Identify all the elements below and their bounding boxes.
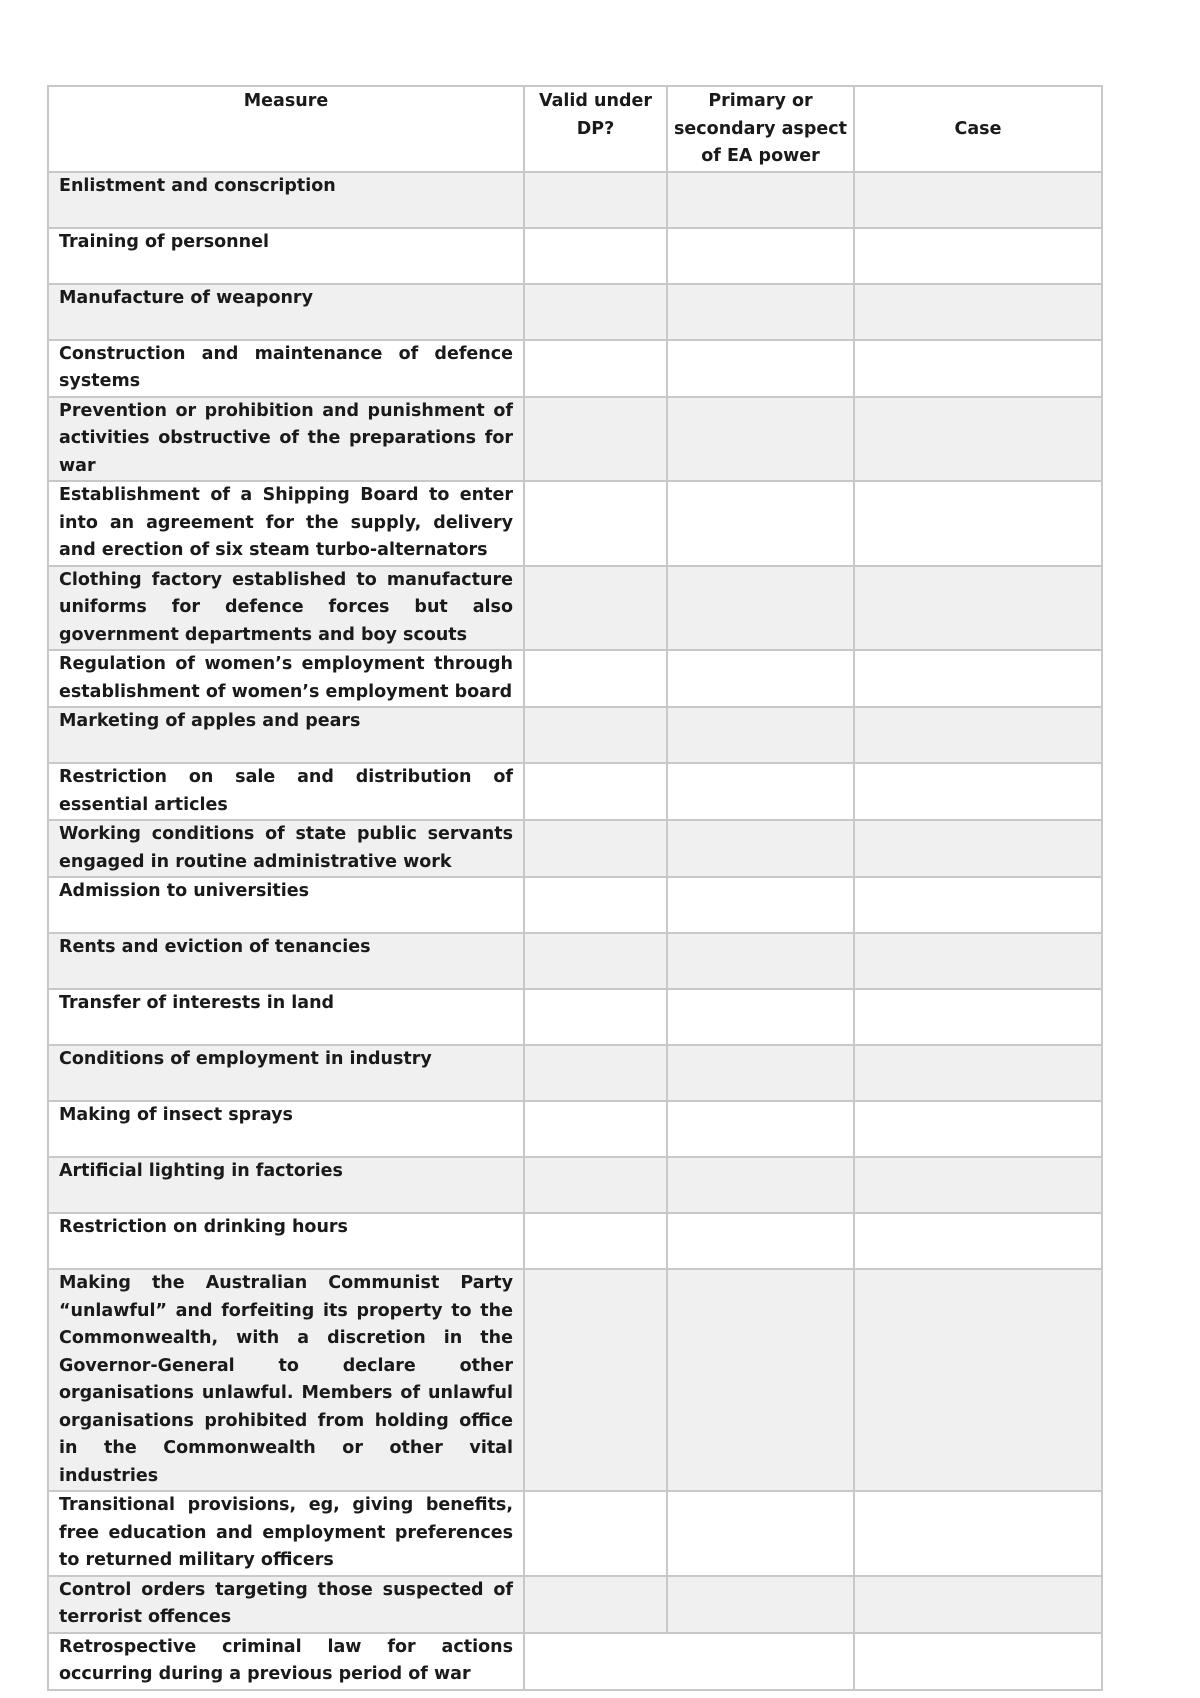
case-cell[interactable]	[854, 1576, 1102, 1633]
table-row	[48, 1157, 1102, 1213]
aspect-cell[interactable]	[667, 877, 854, 933]
measure-cell: Rents and eviction of tenancies	[48, 933, 524, 989]
table-row	[48, 763, 1102, 820]
valid-under-dp-cell[interactable]	[524, 1491, 667, 1576]
table-row	[48, 566, 1102, 651]
case-cell[interactable]	[854, 763, 1102, 820]
valid-under-dp-cell[interactable]	[524, 820, 667, 877]
valid-under-dp-cell[interactable]	[524, 1576, 667, 1633]
valid-under-dp-cell[interactable]	[524, 1101, 667, 1157]
measure-cell: Making the Australian Communist Party “unlawful” and forfeiting its property to the Commonwealth, with a discretion in the Governor-General to declare other organisations unlawful. Members of unlawful organisations prohibited from holding office in the Commonwealth or other vital industries	[48, 1269, 524, 1491]
table-row	[48, 397, 1102, 482]
case-cell[interactable]	[854, 340, 1102, 397]
table-row	[48, 172, 1102, 228]
measure-cell: Manufacture of weaponry	[48, 284, 524, 340]
valid-under-dp-cell[interactable]	[524, 340, 667, 397]
case-cell[interactable]	[854, 1045, 1102, 1101]
valid-under-dp-cell[interactable]	[524, 989, 667, 1045]
measure-cell: Clothing factory established to manufacture uniforms for defence forces but also government departments and boy scouts	[48, 566, 524, 651]
measure-cell: Transitional provisions, eg, giving benefits, free education and employment preferences to returned military officers	[48, 1491, 524, 1576]
table-row	[48, 989, 1102, 1045]
aspect-cell[interactable]	[667, 340, 854, 397]
case-cell[interactable]	[854, 172, 1102, 228]
valid-under-dp-cell[interactable]	[524, 566, 667, 651]
case-cell[interactable]	[854, 707, 1102, 763]
case-cell[interactable]	[854, 933, 1102, 989]
valid-under-dp-cell[interactable]	[524, 707, 667, 763]
table-row	[48, 820, 1102, 877]
measure-cell: Regulation of women’s employment through establishment of women’s employment board	[48, 650, 524, 707]
table-row	[48, 340, 1102, 397]
measure-cell: Restriction on drinking hours	[48, 1213, 524, 1269]
table-row	[48, 1045, 1102, 1101]
valid-under-dp-cell[interactable]	[524, 933, 667, 989]
case-cell[interactable]	[854, 1157, 1102, 1213]
measure-cell: Retrospective criminal law for actions occurring during a previous period of war	[48, 1633, 524, 1690]
aspect-cell[interactable]	[667, 989, 854, 1045]
measure-cell: Control orders targeting those suspected of terrorist offences	[48, 1576, 524, 1633]
table-row	[48, 650, 1102, 707]
aspect-cell[interactable]	[667, 1045, 854, 1101]
case-cell[interactable]	[854, 820, 1102, 877]
case-cell[interactable]	[854, 1633, 1102, 1690]
valid-under-dp-cell[interactable]	[524, 284, 667, 340]
measure-cell: Admission to universities	[48, 877, 524, 933]
aspect-cell[interactable]	[667, 284, 854, 340]
aspect-cell[interactable]	[667, 481, 854, 566]
measure-cell: Marketing of apples and pears	[48, 707, 524, 763]
header-row	[48, 86, 1102, 172]
valid-under-dp-and-aspect-merged-cell[interactable]	[524, 1633, 854, 1690]
measure-cell: Making of insect sprays	[48, 1101, 524, 1157]
table-row	[48, 707, 1102, 763]
aspect-cell[interactable]	[667, 566, 854, 651]
case-cell[interactable]	[854, 284, 1102, 340]
case-cell[interactable]	[854, 1269, 1102, 1491]
case-cell[interactable]	[854, 1101, 1102, 1157]
table-row	[48, 1269, 1102, 1491]
aspect-cell[interactable]	[667, 1101, 854, 1157]
aspect-cell[interactable]	[667, 172, 854, 228]
valid-under-dp-cell[interactable]	[524, 172, 667, 228]
measure-cell: Working conditions of state public servants engaged in routine administrative work	[48, 820, 524, 877]
table-row	[48, 1491, 1102, 1576]
table-row	[48, 1633, 1102, 1690]
aspect-cell[interactable]	[667, 650, 854, 707]
case-cell[interactable]	[854, 989, 1102, 1045]
aspect-cell[interactable]	[667, 228, 854, 284]
aspect-cell[interactable]	[667, 1269, 854, 1491]
case-cell[interactable]	[854, 566, 1102, 651]
table-row	[48, 1213, 1102, 1269]
measure-cell: Enlistment and conscription	[48, 172, 524, 228]
header-primary-or-secondary-aspect: Primary or secondary aspect of EA power	[667, 86, 854, 172]
aspect-cell[interactable]	[667, 1213, 854, 1269]
measure-cell: Artificial lighting in factories	[48, 1157, 524, 1213]
valid-under-dp-cell[interactable]	[524, 763, 667, 820]
measure-cell: Establishment of a Shipping Board to enter into an agreement for the supply, delivery and erection of six steam turbo-alternators	[48, 481, 524, 566]
measure-cell: Conditions of employment in industry	[48, 1045, 524, 1101]
header-valid-under-dp: Valid under DP?	[524, 86, 667, 172]
measure-cell: Transfer of interests in land	[48, 989, 524, 1045]
case-cell[interactable]	[854, 877, 1102, 933]
table-row	[48, 877, 1102, 933]
aspect-cell[interactable]	[667, 707, 854, 763]
table-row	[48, 1101, 1102, 1157]
aspect-cell[interactable]	[667, 820, 854, 877]
measure-cell: Construction and maintenance of defence systems	[48, 340, 524, 397]
valid-under-dp-cell[interactable]	[524, 1157, 667, 1213]
aspect-cell[interactable]	[667, 933, 854, 989]
valid-under-dp-cell[interactable]	[524, 228, 667, 284]
aspect-cell[interactable]	[667, 1157, 854, 1213]
table-row	[48, 228, 1102, 284]
header-case: Case	[854, 86, 1102, 172]
case-cell[interactable]	[854, 481, 1102, 566]
measure-cell: Prevention or prohibition and punishment of activities obstructive of the preparations for war	[48, 397, 524, 482]
table-row	[48, 1576, 1102, 1633]
case-cell[interactable]	[854, 650, 1102, 707]
valid-under-dp-cell[interactable]	[524, 481, 667, 566]
header-measure: Measure	[48, 86, 524, 172]
aspect-cell[interactable]	[667, 763, 854, 820]
measure-cell: Training of personnel	[48, 228, 524, 284]
valid-under-dp-cell[interactable]	[524, 1213, 667, 1269]
case-cell[interactable]	[854, 1491, 1102, 1576]
case-cell[interactable]	[854, 397, 1102, 482]
valid-under-dp-cell[interactable]	[524, 650, 667, 707]
valid-under-dp-cell[interactable]	[524, 1269, 667, 1491]
table-row	[48, 933, 1102, 989]
valid-under-dp-cell[interactable]	[524, 397, 667, 482]
measure-cell: Restriction on sale and distribution of essential articles	[48, 763, 524, 820]
valid-under-dp-cell[interactable]	[524, 1045, 667, 1101]
aspect-cell[interactable]	[667, 1576, 854, 1633]
measures-table	[47, 85, 1103, 1691]
aspect-cell[interactable]	[667, 1491, 854, 1576]
table-row	[48, 284, 1102, 340]
aspect-cell[interactable]	[667, 397, 854, 482]
case-cell[interactable]	[854, 1213, 1102, 1269]
valid-under-dp-cell[interactable]	[524, 877, 667, 933]
table-row	[48, 481, 1102, 566]
case-cell[interactable]	[854, 228, 1102, 284]
